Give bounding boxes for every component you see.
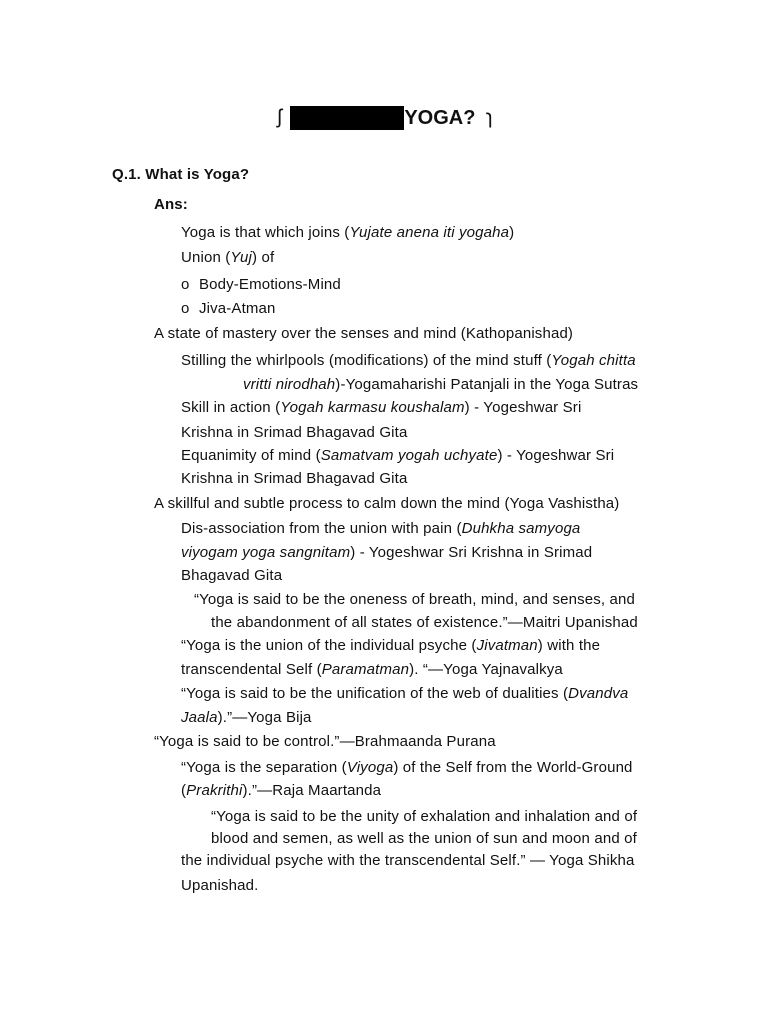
line-text: Body-Emotions-Mind: [199, 276, 341, 293]
line-text: (: [181, 782, 187, 799]
text-line: [181, 470, 407, 488]
text-line: [194, 591, 635, 609]
line-text-tail: ).”—Yoga Bija: [217, 709, 312, 726]
text-line: [181, 661, 563, 679]
line-text: the individual psyche with the transcendental Self.” — Yoga Shikha: [181, 852, 635, 869]
line-text-tail: ). “—Yoga Yajnavalkya: [409, 661, 563, 678]
line-text-tail: ) of the Self from the World-Ground: [393, 759, 633, 776]
page-title: [0, 106, 770, 136]
sanskrit-term: Dvandva: [568, 685, 629, 702]
line-text-tail: )-Yogamaharishi Patanjali in the Yoga Sutras: [335, 376, 639, 393]
sanskrit-term: Jaala: [181, 709, 218, 726]
text-line: [181, 520, 580, 538]
line-text: “Yoga is said to be the oneness of breath, mind, and senses, and: [194, 591, 636, 608]
line-text: “Yoga is said to be the unification of the web of dualities (: [181, 685, 569, 702]
line-text: Krishna in Srimad Bhagavad Gita: [181, 470, 408, 487]
sanskrit-term: Samatvam yogah uchyate: [320, 447, 498, 464]
sanskrit-term: Yuj: [230, 249, 252, 266]
text-line: [181, 544, 592, 562]
text-line: [181, 249, 274, 267]
sanskrit-term: Yogah karmasu koushalam: [280, 399, 465, 416]
sanskrit-term: vritti nirodhah: [243, 376, 336, 393]
text-line: [181, 424, 407, 442]
text-line: [181, 352, 636, 370]
line-text-tail: ) with the: [537, 637, 601, 654]
question-heading: Q.1. What is Yoga?: [112, 166, 250, 183]
line-text: Dis-association from the union with pain (: [181, 520, 462, 537]
text-line: [243, 376, 638, 394]
sanskrit-term: Yujate anena iti yogaha: [349, 224, 510, 241]
line-text: A skillful and subtle process to calm down the mind (Yoga Vashistha): [154, 495, 620, 512]
line-text-tail: ) of: [251, 249, 275, 266]
text-line: [154, 733, 496, 751]
line-text: transcendental Self (: [181, 661, 322, 678]
sanskrit-term: Paramatman: [321, 661, 410, 678]
text-line: [181, 224, 514, 242]
line-text-tail: ) - Yogeshwar Sri: [464, 399, 582, 416]
line-text: A state of mastery over the senses and mind (Kathopanishad): [154, 325, 574, 342]
line-text: Stilling the whirlpools (modifications) of the mind stuff (: [181, 352, 552, 369]
line-text-tail: ).”—Raja Maartanda: [242, 782, 382, 799]
text-line: [154, 495, 619, 513]
bullet-item: [181, 300, 276, 318]
text-line: [211, 830, 637, 848]
redaction-block: [290, 106, 404, 130]
line-text: Skill in action (: [181, 399, 281, 416]
text-line: [181, 567, 282, 585]
line-text: Equanimity of mind (: [181, 447, 321, 464]
line-text: “Yoga is the separation (: [181, 759, 347, 776]
line-text: Bhagavad Gita: [181, 567, 283, 584]
line-text: “Yoga is said to be control.”—Brahmaanda Purana: [154, 733, 496, 750]
text-line: [181, 709, 312, 727]
text-line: [181, 782, 381, 800]
line-text: Yoga is that which joins (: [181, 224, 350, 241]
bullet-item: [181, 276, 341, 294]
line-text: “Yoga is the union of the individual psyche (: [181, 637, 477, 654]
line-text-tail: ): [509, 224, 515, 241]
line-text: the abandonment of all states of existence.”—Maitri Upanishad: [211, 614, 638, 631]
text-line: [181, 852, 635, 870]
answer-label: Ans:: [154, 196, 188, 213]
text-line: [181, 759, 633, 777]
text-line: [181, 685, 628, 703]
sanskrit-term: Yogah chitta: [551, 352, 636, 369]
line-text-tail: ) - Yogeshwar Sri Krishna in Srimad: [350, 544, 593, 561]
bullet-marker: o: [181, 300, 190, 317]
line-text: blood and semen, as well as the union of sun and moon and of: [211, 830, 637, 847]
line-text: Upanishad.: [181, 877, 259, 894]
text-line: [181, 399, 581, 417]
text-line: [181, 877, 258, 895]
title-text: YOGA?: [404, 106, 476, 129]
sanskrit-term: Prakrithi: [186, 782, 243, 799]
text-line: [181, 637, 600, 655]
text-line: [211, 614, 638, 632]
sanskrit-term: viyogam yoga sangnitam: [181, 544, 351, 561]
line-text: Union (: [181, 249, 231, 266]
sanskrit-term: Jivatman: [476, 637, 538, 654]
bullet-marker: o: [181, 276, 190, 293]
title-right-glyph: ɿ: [485, 106, 493, 129]
sanskrit-term: Duhkha samyoga: [461, 520, 581, 537]
text-line: [211, 808, 637, 826]
sanskrit-term: Viyoga: [346, 759, 394, 776]
text-line: [154, 325, 573, 343]
line-text: Jiva-Atman: [199, 300, 276, 317]
title-left-glyph: ʃ: [277, 106, 282, 129]
line-text-tail: ) - Yogeshwar Sri: [497, 447, 615, 464]
line-text: Krishna in Srimad Bhagavad Gita: [181, 424, 408, 441]
line-text: “Yoga is said to be the unity of exhalation and inhalation and of: [211, 808, 638, 825]
text-line: [181, 447, 614, 465]
